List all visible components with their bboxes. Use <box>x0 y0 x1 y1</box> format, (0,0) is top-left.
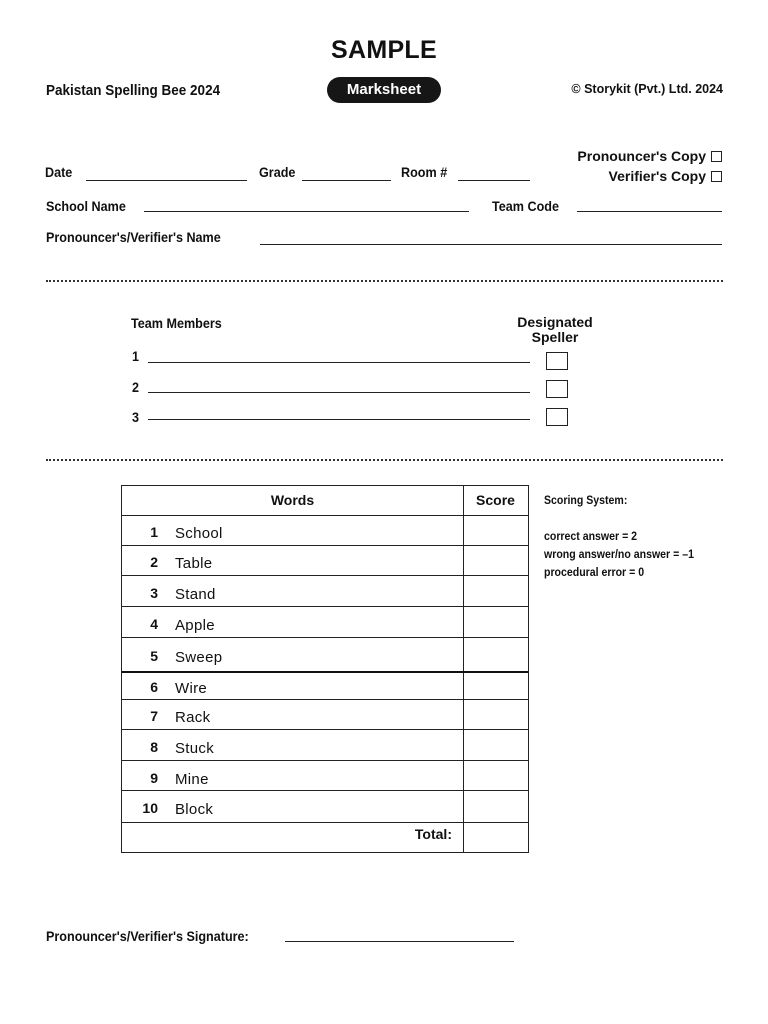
table-row <box>122 671 528 701</box>
member-number: 3 <box>132 409 140 425</box>
verifier-copy-label: Verifier's Copy <box>608 168 706 184</box>
word-number: 2 <box>150 554 158 570</box>
word-text: Table <box>175 555 213 572</box>
team-members-heading: Team Members <box>131 315 222 331</box>
section-divider <box>46 459 723 461</box>
school-name-label: School Name <box>46 198 126 214</box>
table-row <box>122 637 528 672</box>
total-label: Total: <box>414 826 452 842</box>
designated-speller-heading-line2: Speller <box>531 329 579 345</box>
grade-label: Grade <box>259 164 296 180</box>
word-text: Block <box>175 801 214 818</box>
team-code-label: Team Code <box>492 198 559 214</box>
word-number: 4 <box>150 616 158 632</box>
word-number: 1 <box>150 524 158 540</box>
designated-speller-heading-line1: Designated <box>517 314 593 330</box>
event-name: Pakistan Spelling Bee 2024 <box>46 82 221 99</box>
word-number: 5 <box>150 648 158 664</box>
signature-field[interactable] <box>285 941 514 942</box>
pronouncer-copy-checkbox[interactable] <box>711 151 722 162</box>
word-text: Mine <box>175 771 209 788</box>
member-2-speller-checkbox[interactable] <box>546 380 568 398</box>
words-table <box>121 485 529 853</box>
date-label: Date <box>45 164 73 180</box>
table-row <box>122 606 528 638</box>
scoring-heading: Scoring System: <box>544 493 628 507</box>
word-text: Stand <box>175 586 216 603</box>
copyright-notice: © Storykit (Pvt.) Ltd. 2024 <box>571 82 723 96</box>
scoring-correct: correct answer = 2 <box>544 529 638 543</box>
member-3-speller-checkbox[interactable] <box>546 408 568 426</box>
member-1-field[interactable] <box>148 362 530 363</box>
table-row <box>122 575 528 607</box>
word-number: 3 <box>150 585 158 601</box>
scoring-system <box>544 491 694 581</box>
word-number: 9 <box>150 770 158 786</box>
word-text: Sweep <box>175 649 223 666</box>
designated-speller-heading <box>505 315 605 345</box>
word-text: Apple <box>175 617 215 634</box>
table-row <box>122 760 528 791</box>
table-row <box>122 790 528 823</box>
verifier-copy-checkbox[interactable] <box>711 171 722 182</box>
member-1-speller-checkbox[interactable] <box>546 352 568 370</box>
page-title: SAMPLE <box>331 36 437 64</box>
words-column-header: Words <box>270 492 315 508</box>
table-row <box>122 699 528 730</box>
word-number: 7 <box>150 708 158 724</box>
member-2-field[interactable] <box>148 392 530 393</box>
member-3-field[interactable] <box>148 419 530 420</box>
table-row <box>122 545 528 576</box>
verifier-copy-option[interactable] <box>609 168 722 184</box>
word-number: 6 <box>150 679 158 695</box>
pronouncer-name-label: Pronouncer's/Verifier's Name <box>46 229 221 245</box>
grade-field[interactable] <box>302 180 391 181</box>
pronouncer-name-field[interactable] <box>260 244 722 245</box>
score-column-header: Score <box>476 492 515 508</box>
team-code-field[interactable] <box>577 211 722 212</box>
word-number: 10 <box>142 800 158 816</box>
pronouncer-copy-option[interactable] <box>577 148 722 164</box>
signature-label: Pronouncer's/Verifier's Signature: <box>46 928 249 944</box>
section-divider <box>46 280 723 282</box>
marksheet-badge: Marksheet <box>327 77 441 103</box>
date-field[interactable] <box>86 180 247 181</box>
pronouncer-copy-label: Pronouncer's Copy <box>577 148 706 164</box>
scoring-procedural: procedural error = 0 <box>544 565 645 579</box>
table-row <box>122 515 528 546</box>
word-text: School <box>175 525 223 542</box>
word-text: Rack <box>175 709 211 726</box>
word-number: 8 <box>150 739 158 755</box>
school-name-field[interactable] <box>144 211 469 212</box>
scoring-wrong: wrong answer/no answer = –1 <box>544 547 694 561</box>
table-row <box>122 729 528 761</box>
room-field[interactable] <box>458 180 530 181</box>
total-row <box>122 822 528 853</box>
word-text: Stuck <box>175 740 215 757</box>
word-text: Wire <box>175 680 208 697</box>
member-number: 1 <box>132 348 140 364</box>
room-label: Room # <box>401 164 448 180</box>
member-number: 2 <box>132 379 140 395</box>
